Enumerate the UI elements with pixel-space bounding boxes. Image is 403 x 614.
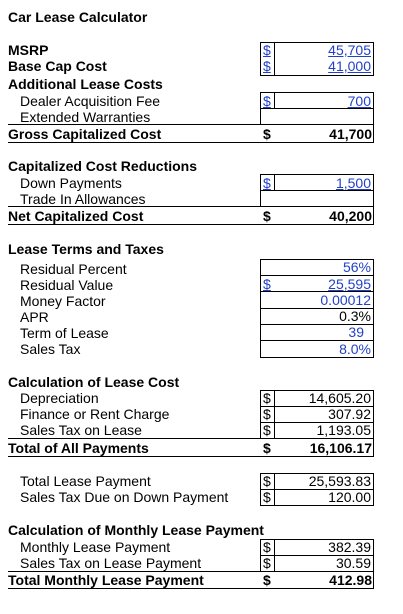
currency-symbol: $ (263, 473, 271, 489)
apr-value: 0.3% (339, 308, 371, 324)
total-lease-payment-field (260, 473, 374, 489)
cap-cost-reductions-header: Capitalized Cost Reductions (8, 158, 198, 174)
gross-cap-cost-label: Gross Capitalized Cost (8, 126, 162, 142)
apr-label: APR (20, 309, 49, 325)
apr-field (260, 308, 374, 324)
msrp-value: 45,705 (328, 42, 371, 58)
residual-percent-value: 56% (342, 259, 371, 275)
sales-tax-lease-value: 1,193.05 (316, 422, 371, 438)
down-payment-value: 1,500 (335, 175, 371, 191)
total-lease-payment-value: 25,593.83 (308, 473, 371, 489)
lease-terms-header: Lease Terms and Taxes (8, 241, 164, 257)
depreciation-value: 14,605.20 (308, 390, 371, 406)
msrp-label: MSRP (8, 42, 49, 58)
monthly-payment-value: 382.39 (328, 539, 371, 555)
total-box-right (373, 206, 374, 225)
currency-symbol: $ (263, 440, 271, 456)
currency-symbol: $ (263, 390, 271, 406)
total-payments-value: 16,106.17 (309, 440, 372, 456)
monthly-tax-value: 30.59 (335, 555, 371, 571)
down-tax-label: Sales Tax Due on Down Payment (20, 489, 229, 505)
finance-charge-field (260, 406, 374, 422)
money-factor-value: 0.00012 (320, 292, 371, 308)
sales-tax-label: Sales Tax (20, 341, 81, 357)
base-cap-cost-label: Base Cap Cost (8, 58, 107, 74)
finance-charge-value: 307.92 (328, 406, 371, 422)
msrp-input[interactable] (260, 42, 374, 58)
trade-in-label: Trade In Allowances (20, 191, 146, 207)
term-label: Term of Lease (20, 325, 109, 341)
symbol-divider (274, 174, 275, 190)
currency-symbol: $ (263, 175, 271, 191)
total-box-right (373, 571, 374, 589)
dealer-fee-value: 700 (347, 93, 371, 109)
page-title: Car Lease Calculator (8, 9, 148, 25)
total-rule-top (8, 124, 374, 125)
currency-symbol: $ (263, 276, 271, 292)
currency-symbol: $ (263, 208, 271, 224)
residual-value-field (260, 276, 374, 292)
sales-tax-value: 8.0% (339, 341, 371, 357)
total-monthly-value: 412.98 (329, 572, 372, 588)
extended-warranties-label: Extended Warranties (20, 109, 151, 125)
total-box-right (373, 438, 374, 457)
base-cap-value: 41,000 (328, 58, 371, 74)
currency-symbol: $ (263, 555, 271, 571)
total-lease-payment-label: Total Lease Payment (20, 473, 151, 489)
term-input[interactable] (260, 324, 374, 340)
total-rule-bottom (8, 588, 374, 589)
trade-in-input[interactable] (260, 191, 374, 207)
warranty-input[interactable] (260, 109, 374, 125)
currency-symbol: $ (263, 489, 271, 505)
currency-symbol: $ (263, 539, 271, 555)
sales-tax-input[interactable] (260, 341, 374, 357)
gross-cap-cost-value: 41,700 (329, 126, 372, 142)
currency-symbol: $ (263, 58, 271, 74)
monthly-payment-header: Calculation of Monthly Lease Payment (8, 522, 264, 538)
total-rule-bottom (8, 456, 374, 457)
net-cap-cost-label: Net Capitalized Cost (8, 208, 144, 224)
monthly-tax-label: Sales Tax on Lease Payment (20, 555, 202, 571)
finance-charge-label: Finance or Rent Charge (20, 406, 170, 422)
total-box-right (373, 124, 374, 143)
currency-symbol: $ (263, 93, 271, 109)
depreciation-field (260, 390, 374, 406)
total-rule-bottom (8, 224, 374, 225)
monthly-tax-field (260, 555, 374, 571)
residual-percent-input[interactable] (260, 259, 374, 275)
sales-tax-lease-field (260, 422, 374, 438)
total-rule-bottom (8, 142, 374, 143)
residual-value-label: Residual Value (20, 277, 114, 293)
depreciation-label: Depreciation (20, 390, 99, 406)
symbol-divider (274, 92, 275, 108)
total-rule-top (8, 206, 374, 207)
total-rule-top (8, 438, 374, 439)
currency-symbol: $ (263, 572, 271, 588)
lease-cost-header: Calculation of Lease Cost (8, 374, 180, 390)
total-monthly-label: Total Monthly Lease Payment (8, 572, 204, 588)
symbol-divider (274, 42, 275, 76)
sales-tax-lease-label: Sales Tax on Lease (20, 422, 142, 438)
down-tax-field (260, 489, 374, 505)
total-payments-label: Total of All Payments (8, 440, 149, 456)
term-value: 39 (348, 324, 364, 340)
currency-symbol: $ (263, 42, 271, 58)
currency-symbol: $ (263, 422, 271, 438)
additional-lease-costs-label: Additional Lease Costs (8, 76, 163, 92)
residual-value-value: 25,595 (328, 276, 371, 292)
dealer-fee-label: Dealer Acquisition Fee (20, 93, 161, 109)
down-payment-input[interactable] (260, 175, 374, 191)
down-tax-value: 120.00 (328, 489, 371, 505)
base-cap-input[interactable] (260, 58, 374, 74)
currency-symbol: $ (263, 406, 271, 422)
down-payments-label: Down Payments (20, 175, 122, 191)
dealer-fee-input[interactable] (260, 93, 374, 109)
residual-percent-label: Residual Percent (20, 261, 127, 277)
monthly-payment-label: Monthly Lease Payment (20, 539, 171, 555)
currency-symbol: $ (263, 126, 271, 142)
money-factor-label: Money Factor (20, 293, 106, 309)
net-cap-cost-value: 40,200 (329, 208, 372, 224)
monthly-payment-field (260, 539, 374, 555)
money-factor-input[interactable] (260, 292, 374, 308)
